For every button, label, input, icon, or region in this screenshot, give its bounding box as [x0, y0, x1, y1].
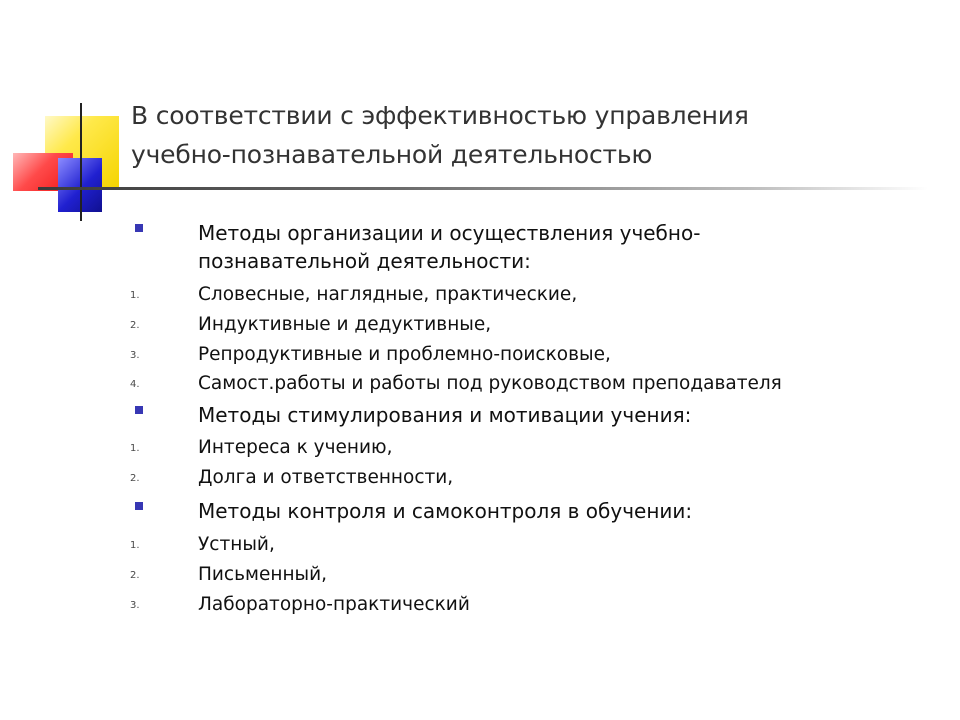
list-item-text: Индуктивные и дедуктивные,: [198, 314, 492, 335]
list-item-number: 2.: [130, 320, 140, 331]
list-item-number: 1.: [130, 290, 140, 301]
list-item-text: Интереса к учению,: [198, 437, 393, 458]
list-item-text: Словесные, наглядные, практические,: [198, 284, 578, 305]
list-item-number: 1.: [130, 443, 140, 454]
list-item-text: Долга и ответственности,: [198, 467, 454, 488]
list-item-text: Лабораторно-практический: [198, 594, 470, 615]
list-item-number: 3.: [130, 350, 140, 361]
title-underline: [38, 187, 928, 190]
list-item-text: Письменный,: [198, 564, 328, 585]
section-heading-line-1: Методы контроля и самоконтроля в обучении:: [198, 499, 693, 523]
slide-title: [131, 96, 931, 174]
section-heading-line-2: познавательной деятельности:: [198, 249, 531, 273]
list-item-number: 3.: [130, 600, 140, 611]
list-item-number: 1.: [130, 540, 140, 551]
vertical-divider-line: [80, 103, 82, 221]
square-bullet-icon: [135, 224, 143, 232]
slide-title-line-2: учебно-познавательной деятельностью: [131, 140, 653, 169]
list-item-text: Репродуктивные и проблемно-поисковые,: [198, 344, 611, 365]
square-bullet-icon: [135, 502, 143, 510]
list-item-number: 4.: [130, 379, 140, 390]
list-item-text: Устный,: [198, 534, 275, 555]
section-heading-line-1: Методы организации и осуществления учебно-: [198, 221, 701, 245]
list-item-text: Самост.работы и работы под руководством преподавателя: [198, 373, 782, 394]
square-bullet-icon: [135, 406, 143, 414]
list-item-number: 2.: [130, 473, 140, 484]
section-heading-line-1: Методы стимулирования и мотивации учения:: [198, 403, 692, 427]
list-item-number: 2.: [130, 570, 140, 581]
slide-title-line-1: В соответствии с эффективностью управления: [131, 101, 749, 130]
